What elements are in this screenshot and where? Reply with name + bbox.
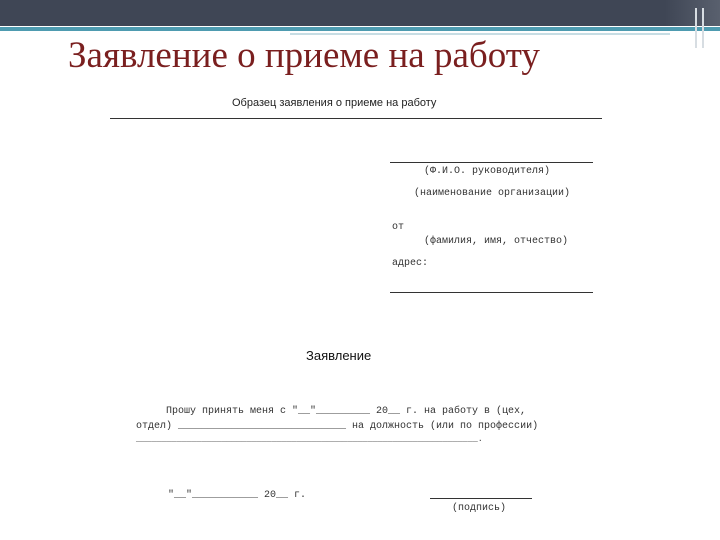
from-label: от [392,222,405,233]
organization-caption: (наименование организации) [414,188,571,199]
date-field: "__"___________ 20__ г. [168,490,307,501]
address-label: адрес: [392,258,429,269]
heading-underline [110,118,602,119]
head-name-caption: (Ф.И.О. руководителя) [424,166,551,177]
head-name-line [390,162,593,163]
signature-line [430,498,532,499]
body-line-2: отдел) ____________________________ на должность (или по профессии) [136,421,539,432]
fio-caption: (фамилия, имя, отчество) [424,236,569,247]
body-line-1: Прошу принять меня с "__"_________ 20__ г. на работу в (цех, [166,406,527,417]
slide-title: Заявление о приеме на работу [68,35,540,76]
signature-caption: (подпись) [452,503,507,514]
address-line [390,292,593,293]
document-title: Заявление [306,348,372,363]
sample-heading: Образец заявления о приеме на работу [232,97,437,109]
body-line-3: ____________________________________________________________________. [136,434,483,444]
